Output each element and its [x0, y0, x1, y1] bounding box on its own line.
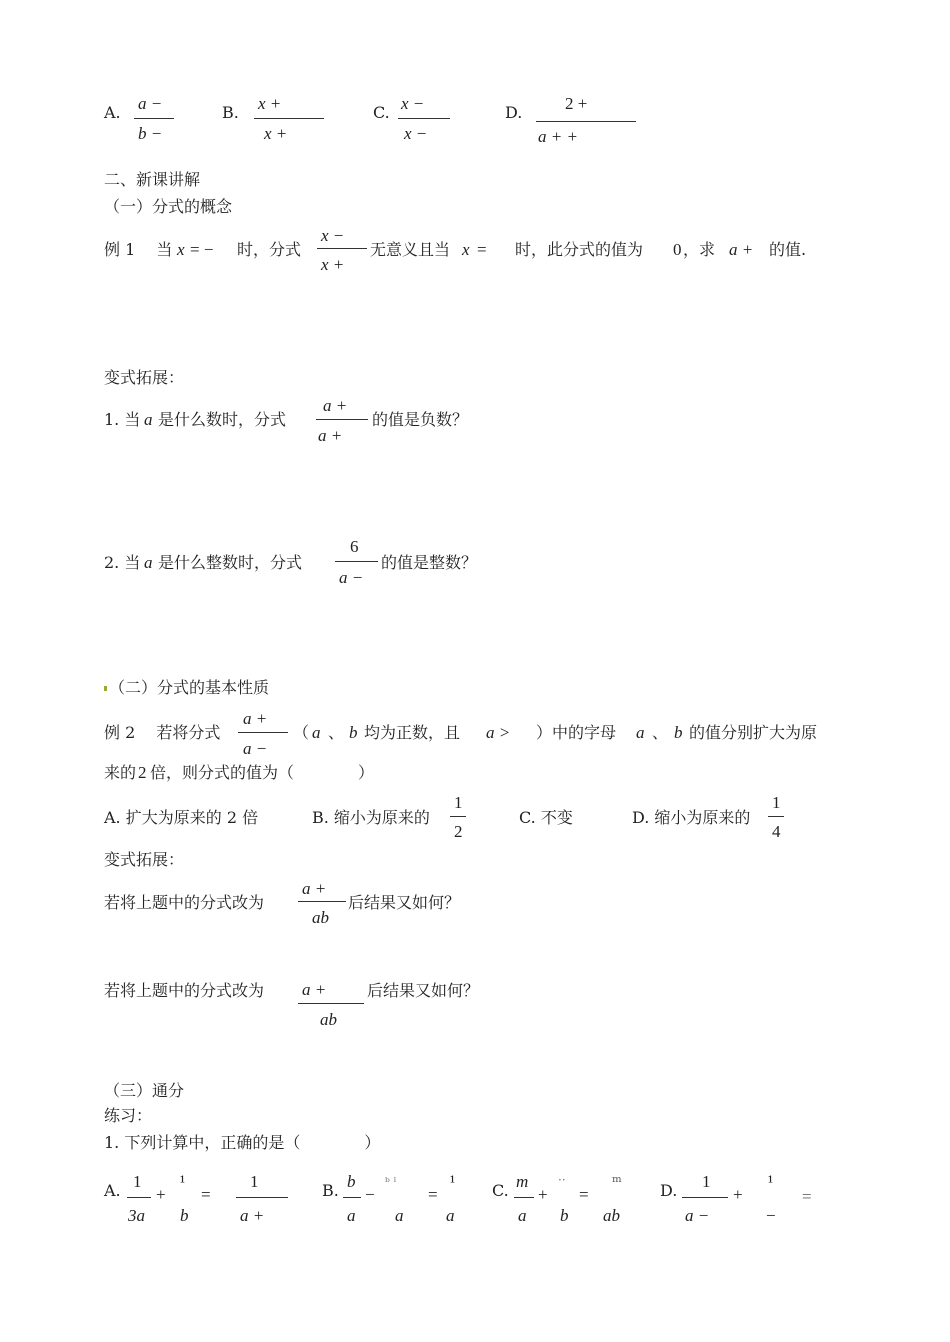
- fraction-denominator: 3a: [128, 1206, 145, 1225]
- fraction-denominator: a: [395, 1206, 404, 1225]
- fraction-bar: [682, 1197, 728, 1198]
- fraction-bar: [316, 419, 368, 420]
- fraction-numerator: a +: [243, 709, 268, 728]
- fraction-numerator: x −: [321, 226, 345, 245]
- practice-title: 练习：: [104, 1106, 153, 1125]
- math-operator: =: [428, 1185, 438, 1204]
- subsection-title: （三）通分: [104, 1081, 185, 1100]
- choice-c: C. 不变: [519, 808, 573, 827]
- fraction-numerator: a +: [302, 980, 327, 999]
- math-operator: −: [365, 1185, 375, 1204]
- fraction-bar: [343, 1197, 361, 1198]
- subsection-title: （二）分式的基本性质: [109, 678, 270, 697]
- fraction-numerator: 6: [350, 537, 359, 556]
- fraction-numerator: x +: [258, 94, 282, 113]
- fraction-numerator: ··: [558, 1173, 566, 1187]
- fraction-bar: [335, 561, 378, 562]
- fraction-denominator: b: [560, 1206, 569, 1225]
- fraction-numerator: a −: [138, 94, 163, 113]
- example-text: 例 1 当: [104, 240, 173, 259]
- fraction-numerator: 1: [702, 1172, 711, 1191]
- fraction-denominator: a: [347, 1206, 356, 1225]
- question-text: 的值是负数？: [372, 410, 469, 429]
- choice-b: B. 缩小为原来的: [312, 808, 430, 827]
- variation-title: 变式拓展：: [104, 850, 185, 869]
- question-text: 1. 当: [104, 410, 141, 429]
- math-expr: = −: [190, 240, 214, 259]
- variation-text: 后结果又如何？: [367, 981, 480, 1000]
- fraction-numerator: m: [516, 1172, 529, 1191]
- fraction-denominator: a: [446, 1206, 455, 1225]
- fraction-denominator: b −: [138, 124, 163, 143]
- fraction-bar: [134, 118, 174, 119]
- math-expr: a >: [486, 723, 511, 742]
- example-text: ，求: [683, 240, 716, 259]
- fraction-numerator: 1: [133, 1172, 142, 1191]
- fraction-denominator: ab: [312, 908, 329, 927]
- math-expr: =: [477, 240, 487, 259]
- choice-label: C.: [492, 1181, 509, 1200]
- fraction-numerator: 1: [454, 793, 463, 812]
- choice-label: B.: [322, 1181, 339, 1200]
- math-var: b: [674, 723, 683, 742]
- fraction-denominator: 2: [454, 822, 463, 841]
- fraction-bar: [536, 121, 636, 122]
- variation-text: 若将上题中的分式改为: [104, 981, 265, 1000]
- math-var: b: [349, 723, 358, 742]
- fraction-denominator: x −: [404, 124, 428, 143]
- fraction-denominator: a −: [243, 739, 268, 758]
- fraction-numerator: 1: [772, 793, 781, 812]
- example-text: 时，此分式的值为: [515, 240, 644, 259]
- fraction-numerator: x −: [401, 94, 425, 113]
- math-var: a: [312, 723, 321, 742]
- choice-label: B.: [222, 103, 239, 122]
- question-text: 是什么整数时，分式: [158, 553, 303, 572]
- math-value: 0: [673, 240, 682, 259]
- fraction-bar: [317, 248, 367, 249]
- math-expr: a +: [729, 240, 754, 259]
- fraction-bar: [127, 1197, 151, 1198]
- fraction-bar: [398, 118, 450, 119]
- math-var: a: [636, 723, 645, 742]
- fraction-numerator: ᵐ: [612, 1172, 622, 1191]
- example-text: 例 2 若将分式: [104, 723, 221, 742]
- fraction-denominator: a −: [685, 1206, 710, 1225]
- subsection-title: （一）分式的概念: [104, 197, 233, 216]
- fraction-bar: [450, 816, 466, 817]
- fraction-bar: [514, 1197, 534, 1198]
- math-var: a: [144, 410, 153, 429]
- choice-d: D. 缩小为原来的: [632, 808, 751, 827]
- fraction-numerator: ᵇ ˡ: [385, 1175, 397, 1189]
- example-text: 、: [652, 723, 669, 742]
- fraction-numerator: a +: [302, 879, 327, 898]
- math-operator: =: [802, 1187, 812, 1206]
- choice-label: A.: [104, 103, 121, 122]
- math-operator: +: [733, 1185, 743, 1204]
- fraction-bar: [298, 1003, 364, 1004]
- math-var: x: [177, 240, 185, 259]
- math-operator: =: [201, 1185, 211, 1204]
- fraction-numerator: 1: [250, 1172, 259, 1191]
- fraction-bar: [768, 816, 784, 817]
- marker-dot: [104, 686, 107, 691]
- math-value: 2: [138, 763, 147, 782]
- math-operator: =: [579, 1185, 589, 1204]
- math-operator: +: [538, 1185, 548, 1204]
- example-text: 无意义且当: [370, 240, 451, 259]
- fraction-bar: [238, 732, 288, 733]
- fraction-denominator: a +: [318, 426, 343, 445]
- example-text: 、: [328, 723, 345, 742]
- fraction-numerator: ¹: [180, 1172, 186, 1191]
- math-var: a: [144, 553, 153, 572]
- example-text: 的值.: [769, 240, 807, 259]
- fraction-denominator: a +: [240, 1206, 265, 1225]
- fraction-denominator: a −: [339, 568, 364, 587]
- fraction-numerator: ¹: [768, 1172, 774, 1191]
- example-text: 均为正数，且: [364, 723, 461, 742]
- fraction-numerator: a +: [323, 396, 348, 415]
- variation-title: 变式拓展：: [104, 368, 185, 387]
- example-text: （: [293, 723, 310, 742]
- fraction-denominator: −: [766, 1206, 776, 1225]
- fraction-numerator: b: [347, 1172, 356, 1191]
- question-text: 是什么数时，分式: [158, 410, 287, 429]
- example-text: 的值分别扩大为原: [689, 723, 818, 742]
- fraction-denominator: a + +: [538, 127, 578, 146]
- variation-text: 若将上题中的分式改为: [104, 893, 265, 912]
- fraction-numerator: ¹: [450, 1172, 456, 1191]
- fraction-denominator: b: [180, 1206, 189, 1225]
- math-var: x: [462, 240, 470, 259]
- fraction-numerator: 2 +: [565, 94, 588, 113]
- fraction-denominator: 4: [772, 822, 781, 841]
- choice-label: D.: [505, 103, 523, 122]
- fraction-denominator: ab: [603, 1206, 620, 1225]
- example-text: ）中的字母: [536, 723, 617, 742]
- variation-text: 后结果又如何？: [348, 893, 461, 912]
- example-text: 来的: [104, 763, 137, 782]
- fraction-denominator: x +: [321, 255, 345, 274]
- choice-label: A.: [104, 1181, 121, 1200]
- example-text: 时，分式: [237, 240, 302, 259]
- fraction-denominator: x +: [264, 124, 288, 143]
- fraction-bar: [236, 1197, 288, 1198]
- example-text: 倍，则分式的值为（ ）: [150, 763, 375, 782]
- choice-label: C.: [373, 103, 390, 122]
- fraction-bar: [298, 901, 346, 902]
- question-text: 2. 当: [104, 553, 141, 572]
- section-title: 二、新课讲解: [104, 170, 201, 189]
- fraction-denominator: a: [518, 1206, 527, 1225]
- choice-label: D.: [660, 1181, 678, 1200]
- fraction-bar: [254, 118, 324, 119]
- practice-question: 1. 下列计算中，正确的是（ ）: [104, 1133, 381, 1152]
- question-text: 的值是整数？: [381, 553, 478, 572]
- math-operator: +: [156, 1185, 166, 1204]
- fraction-denominator: ab: [320, 1010, 337, 1029]
- choice-a: A. 扩大为原来的 2 倍: [104, 808, 259, 827]
